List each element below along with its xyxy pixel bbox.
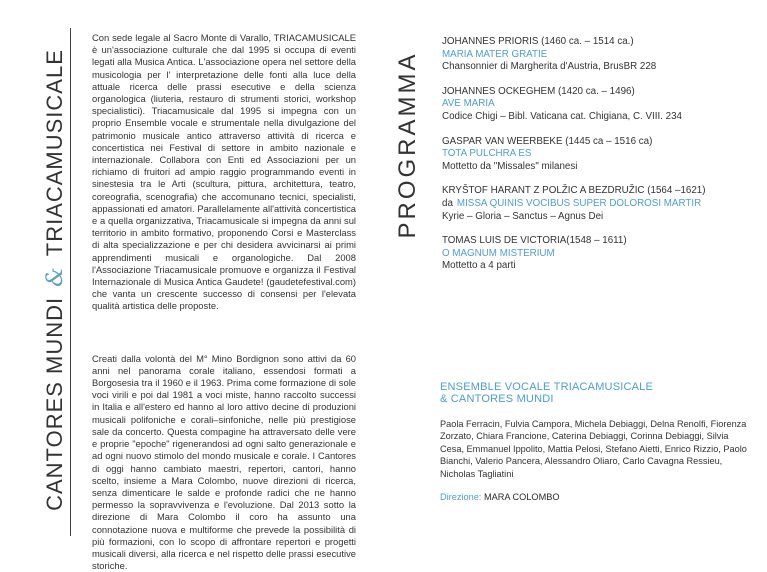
composer-name: JOHANNES OCKEGHEM (1420 ca. – 1496) <box>442 85 635 97</box>
composer-name: GASPAR VAN WEERBEKE (1445 ca – 1516 ca) <box>442 135 653 147</box>
work-title: MISSA QUINIS VOCIBUS SUPER DOLOROSI MARTIR <box>456 197 702 209</box>
intro-paragraph-cantores: Creati dalla volontà del M° Mino Bordignon sono attivi da 60 anni nel panorama corale italiano, essendosi formati a Borgosesia tra il 1960 e il 1963. Prima come formazione di sole voci virili e poi dal 1981 a voci miste, hanno raccolto successi in Italia e all'estero ed hanno al loro attivo decine di produzioni musicali polifoniche e corali–sinfoniche, nelle più prestigiose sale da concerto. Questa compagine ha attraversato delle vere e proprie "epoche" rigenerandosi ad ogni salto generazionale e ad ogni nuovo stimolo del mondo musicale e corale. I Cantores di oggi hanno cambiato maestri, repertori, cantori, hanno scelto, insieme a Mara Colombo, nuove direzioni di ricerca, senza dimenticare le salde e profonde radici che ne hanno permesso la sopravvivenza e l'evoluzione. Dal 2013 sotto la direzione di Mara Colombo il coro ha assunto una connotazione nuova e multiforme che prevede la possibilità di più formazioni, con lo scopo di affrontare repertori e progetti musicali diversi, alla ricerca e nel rispetto delle prassi esecutive storiche. <box>92 352 356 572</box>
vertical-title <box>10 20 70 540</box>
work-source: Chansonnier di Margherita d'Austria, BrusBR 228 <box>442 61 657 73</box>
work-line <box>442 198 752 211</box>
ensemble-members: Paola Ferracin, Fulvia Campora, Michela Debiaggi, Delna Renolfi, Fiorenza Zorzato, Chiara Francione, Caterina Debiaggi, Corinna Debiaggi, Silvia Cesa, Emmanuel Ippolito, Mattia Pelosi, Stefano Aietti, Enrico Rizzio, Paolo Bianchi, Valerio Pancera, Alessandro Oliaro, Carlo Cavagna Ressieu, Nicholas Tagliatini <box>440 419 747 479</box>
ensemble-title-line2: & CANTORES MUNDI <box>440 393 554 405</box>
title-cantores-mundi: CANTORES MUNDI <box>42 296 67 511</box>
work-title: O MAGNUM MISTERIUM <box>442 247 555 259</box>
composer-name: KRYŠTOF HARANT Z POLŽIC A BEZDRUŽIC (1564 –1621) <box>442 185 706 197</box>
work-title: MARIA MATER GRATIE <box>442 48 548 60</box>
work-source: Codice Chigi – Bibl. Vaticana cat. Chigiana, C. VIII. 234 <box>442 110 682 122</box>
work-source: Mottetto a 4 parti <box>442 260 516 272</box>
composer-name: TOMAS LUIS DE VICTORIA(1548 – 1611) <box>442 235 627 247</box>
ensemble-section <box>440 381 750 502</box>
program-item <box>442 86 752 124</box>
work-title: TOTA PULCHRA ES <box>442 148 532 160</box>
work-source: Kyrie – Gloria – Sanctus – Agnus Dei <box>442 210 604 222</box>
director-name: MARA COLOMBO <box>483 492 560 503</box>
ensemble-direction <box>440 492 750 502</box>
title-triacamusicale: TRIACAMUSICALE <box>42 49 67 257</box>
direction-label: Direzione: <box>440 492 482 503</box>
program-heading <box>392 40 424 250</box>
composer-name: JOHANNES PRIORIS (1460 ca. – 1514 ca.) <box>442 36 634 47</box>
program-heading-text: PROGRAMMA <box>394 51 421 239</box>
ensemble-title <box>440 381 750 405</box>
intro-column <box>92 32 356 572</box>
program-item <box>442 36 752 74</box>
work-prefix: da <box>442 197 453 209</box>
work-title: AVE MARIA <box>442 98 495 110</box>
intro-paragraph-triacamusicale: Con sede legale al Sacro Monte di Varallo, TRIACAMUSICALE è un'associazione culturale che dal 1995 si occupa di eventi legati alla Musica Antica. L'associazione opera nel settore della musicologia per l' interpretazione delle fonti alla luce della attuale ricerca delle prassi esecutive e della scienza organologica (liuteria, restauro di strumenti storici, workshop specialistici). Triacamusicale dal 1995 si impegna con un proprio Ensemble vocale e strumentale nella divulgazione del patrimonio musicale antico attraverso attività di ricerca e concertistica nei Festival di settore in ambito nazionale e internazionale. Collabora con Enti ed Associazioni per un richiamo di fruitori ad ampio raggio programmando eventi in sinestesia tra le Arti (scultura, pittura, architettura, teatro, coreografia, scenografia) che accomunano tecnici, specialisti, appassionati ed amatori. Parallelamente all'attività concertistica e a quella organizzativa, Triacamusicale si impegna da anni sul territorio in ambito formativo, proponendo Corsi e Masterclass di alta specializzazione e per chi desidera avvicinarsi ai primi apprendimenti musicali e organologiche. Dal 2008 l'Associazione Triacamusicale promuove e organizza il Festival Internazionale di Musica Antica Gaudete! (gaudetefestival.com) che vanta un crescente successo di consensi per l'elevata qualità artistica delle proposte. <box>92 32 356 312</box>
program-list <box>442 36 752 285</box>
program-item <box>442 235 752 273</box>
program-item <box>442 185 752 223</box>
ensemble-title-line1: ENSEMBLE VOCALE TRIACAMUSICALE <box>440 381 654 393</box>
ampersand-glyph: & <box>43 266 68 287</box>
vertical-divider <box>70 28 71 536</box>
program-item <box>442 136 752 174</box>
work-source: Mottetto da "Missales" milanesi <box>442 160 578 172</box>
